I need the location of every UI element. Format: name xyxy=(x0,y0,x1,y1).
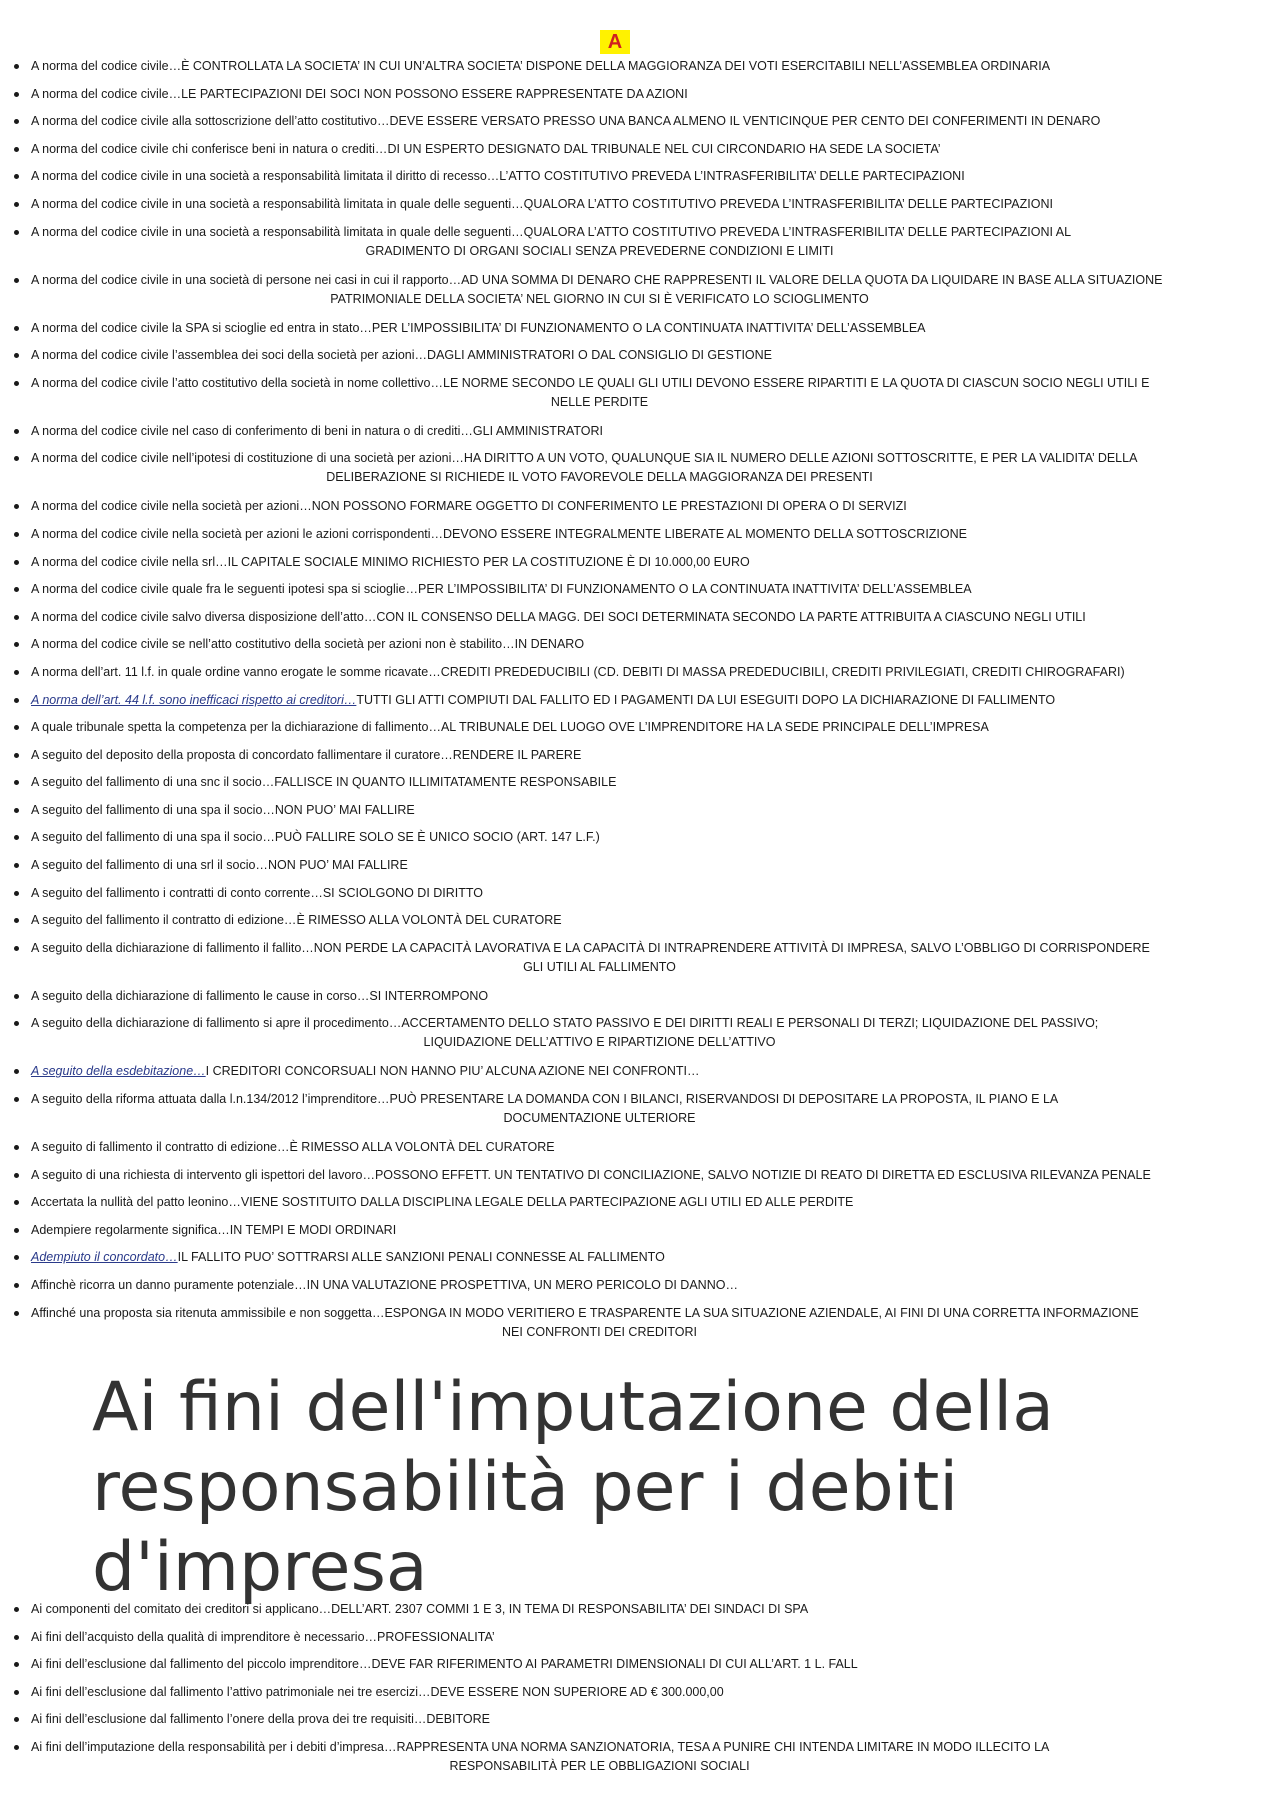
answer-continuation: NELLE PERDITE xyxy=(550,394,649,409)
answer-text: PER L’IMPOSSIBILITA’ DI FUNZIONAMENTO O LA CONTINUATA INATTIVITA’ DELL’ASSEMBLEA xyxy=(418,582,972,597)
answer-text: IL FALLITO PUO’ SOTTRARSI ALLE SANZIONI PENALI CONNESSE AL FALLIMENTO xyxy=(177,1250,665,1265)
question-text: Affinché una proposta sia ritenuta ammissibile e non soggetta… xyxy=(31,1305,385,1320)
question-text: A norma del codice civile salvo diversa disposizione dell’atto… xyxy=(31,609,377,624)
list-item xyxy=(0,718,1168,737)
list-item xyxy=(0,223,1168,261)
list-item xyxy=(0,57,1168,76)
list-item xyxy=(0,271,1168,309)
list-item xyxy=(0,167,1168,186)
answer-text: SI SCIOLGONO DI DIRITTO xyxy=(322,885,484,900)
question-text: A seguito della dichiarazione di fallimento si apre il procedimento… xyxy=(31,1016,402,1031)
question-text: A norma del codice civile nella società per azioni le azioni corrispondenti… xyxy=(31,526,444,541)
answer-text: I CREDITORI CONCORSUALI NON HANNO PIU’ ALCUNA AZIONE NEI CONFRONTI… xyxy=(205,1064,700,1079)
answer-text: NON PUO’ MAI FALLIRE xyxy=(267,858,408,873)
section-heading: Ai fini dell'imputazione della responsabilità per i debiti d'impresa xyxy=(92,1368,1054,1607)
list-item xyxy=(0,195,1168,214)
question-text: A norma del codice civile se nell’atto costitutivo della società per azioni non è stabilito… xyxy=(31,637,515,652)
list-item xyxy=(0,828,1168,847)
answer-text: IN TEMPI E MODI ORDINARI xyxy=(229,1222,397,1237)
answer-text: PUÒ PRESENTARE LA DOMANDA CON I BILANCI, RISERVANDOSI DI DEPOSITARE LA PROPOSTA, IL PIANO E LA xyxy=(389,1092,1059,1107)
list-item xyxy=(0,987,1168,1006)
question-text: A norma del codice civile nella società per azioni… xyxy=(31,499,312,514)
list-item xyxy=(0,525,1168,544)
answer-text: LE PARTECIPAZIONI DEI SOCI NON POSSONO ESSERE RAPPRESENTATE DA AZIONI xyxy=(181,86,688,101)
list-item xyxy=(0,608,1168,627)
list-item xyxy=(0,422,1168,441)
list-item xyxy=(0,1683,1168,1702)
list-item xyxy=(0,319,1168,338)
question-link[interactable]: A seguito della esdebitazione… xyxy=(31,1064,206,1079)
answer-text: È RIMESSO ALLA VOLONTÀ DEL CURATORE xyxy=(296,913,562,928)
answer-text: DEVE ESSERE VERSATO PRESSO UNA BANCA ALMENO IL VENTICINQUE PER CENTO DEI CONFERIMENTI IN DENARO xyxy=(389,114,1101,129)
question-text: A seguito del fallimento di una spa il socio… xyxy=(31,830,275,845)
answer-text: AD UNA SOMMA DI DENARO CHE RAPPRESENTI IL VALORE DELLA QUOTA DA LIQUIDARE IN BASE ALLA SITUAZIONE xyxy=(461,272,1163,287)
question-link[interactable]: A norma dell’art. 44 l.f. sono inefficaci rispetto ai creditori… xyxy=(31,692,357,707)
question-text: A seguito della dichiarazione di fallimento il fallito… xyxy=(31,940,314,955)
section-letter: A xyxy=(600,30,630,54)
list-item xyxy=(0,1090,1168,1128)
answer-text: ACCERTAMENTO DELLO STATO PASSIVO E DEI DIRITTI REALI E PERSONALI DI TERZI; LIQUIDAZIONE DEL PASSIVO; xyxy=(401,1016,1099,1031)
list-item xyxy=(0,449,1168,487)
answer-text: PER L’IMPOSSIBILITA’ DI FUNZIONAMENTO O LA CONTINUATA INATTIVITA’ DELL’ASSEMBLEA xyxy=(371,320,926,335)
answer-text: È CONTROLLATA LA SOCIETA’ IN CUI UN’ALTRA SOCIETA’ DISPONE DELLA MAGGIORANZA DEI VOTI ESERCITABILI NELL’ASSEMBLEA ORDINARIA xyxy=(181,59,1051,73)
list-item xyxy=(0,1710,1168,1729)
answer-text: SI INTERROMPONO xyxy=(369,988,489,1003)
list-item xyxy=(0,112,1168,131)
answer-text: RENDERE IL PARERE xyxy=(452,747,582,762)
question-text: A norma del codice civile nella srl… xyxy=(31,554,228,569)
list-item xyxy=(0,1655,1168,1674)
answer-continuation: NEI CONFRONTI DEI CREDITORI xyxy=(502,1324,697,1339)
list-item xyxy=(0,911,1168,930)
question-text: A seguito del fallimento il contratto di edizione… xyxy=(31,913,297,928)
list-item xyxy=(0,140,1168,159)
question-text: A seguito del fallimento di una snc il socio… xyxy=(31,775,275,790)
answer-text: PUÒ FALLIRE SOLO SE È UNICO SOCIO (ART. 147 L.F.) xyxy=(274,830,600,845)
question-text: A norma del codice civile… xyxy=(31,86,182,101)
answer-text: IL CAPITALE SOCIALE MINIMO RICHIESTO PER LA COSTITUZIONE È DI 10.000,00 EURO xyxy=(227,554,750,569)
list-item xyxy=(0,663,1168,682)
list-item xyxy=(0,1193,1168,1212)
list-item xyxy=(0,1248,1168,1267)
answer-text: TUTTI GLI ATTI COMPIUTI DAL FALLITO ED I PAGAMENTI DA LUI ESEGUITI DOPO LA DICHIARAZIONE DI FALLIMENTO xyxy=(356,692,1056,707)
list-item xyxy=(0,1138,1168,1157)
list-item xyxy=(0,580,1168,599)
list-item xyxy=(0,553,1168,572)
list-item xyxy=(0,801,1168,820)
question-text: A norma del codice civile l’atto costitutivo della società in nome collettivo… xyxy=(31,375,444,390)
question-text: A norma del codice civile in una società a responsabilità limitata in quale delle seguenti… xyxy=(31,196,524,211)
answer-text: GLI AMMINISTRATORI xyxy=(472,423,604,438)
question-text: Ai fini dell’esclusione dal fallimento l’attivo patrimoniale nei tre esercizi… xyxy=(31,1684,431,1699)
answer-text: LE NORME SECONDO LE QUALI GLI UTILI DEVONO ESSERE RIPARTITI E LA QUOTA DI CIASCUN SOCIO NEGLI UTILI E xyxy=(443,375,1150,390)
answer-text: DAGLI AMMINISTRATORI O DAL CONSIGLIO DI GESTIONE xyxy=(427,348,773,363)
question-text: A seguito del fallimento di una spa il socio… xyxy=(31,802,275,817)
list-item xyxy=(0,939,1168,977)
answer-text: HA DIRITTO A UN VOTO, QUALUNQUE SIA IL NUMERO DELLE AZIONI SOTTOSCRITTE, E PER LA VALIDITA’ DELLA xyxy=(463,451,1138,466)
answer-text: QUALORA L’ATTO COSTITUTIVO PREVEDA L’INTRASFERIBILITA’ DELLE PARTECIPAZIONI xyxy=(523,196,1053,211)
answer-text: È RIMESSO ALLA VOLONTÀ DEL CURATORE xyxy=(289,1140,555,1155)
answer-text: VIENE SOSTITUITO DALLA DISCIPLINA LEGALE DELLA PARTECIPAZIONE AGLI UTILI ED ALLE PERDITE xyxy=(240,1195,854,1210)
answer-text: NON POSSONO FORMARE OGGETTO DI CONFERIMENTO LE PRESTAZIONI DI OPERA O DI SERVIZI xyxy=(311,499,907,514)
list-item xyxy=(0,497,1168,516)
list-item xyxy=(0,1738,1168,1776)
question-text: A seguito del fallimento i contratti di conto corrente… xyxy=(31,885,323,900)
question-text: A norma del codice civile in una società di persone nei casi in cui il rapporto… xyxy=(31,272,462,287)
question-text: A norma del codice civile quale fra le seguenti ipotesi spa si scioglie… xyxy=(31,582,419,597)
list-item xyxy=(0,374,1168,412)
question-text: Ai fini dell’imputazione della responsabilità per i debiti d’impresa… xyxy=(31,1739,397,1754)
answer-continuation: GRADIMENTO DI ORGANI SOCIALI SENZA PREVEDERNE CONDIZIONI E LIMITI xyxy=(365,243,834,258)
question-text: A norma del codice civile l’assemblea dei soci della società per azioni… xyxy=(31,348,428,363)
list-item xyxy=(0,1062,1168,1081)
answer-text: DELL’ART. 2307 COMMI 1 E 3, IN TEMA DI RESPONSABILITA’ DEI SINDACI DI SPA xyxy=(331,1602,809,1616)
question-link[interactable]: Adempiuto il concordato… xyxy=(31,1250,178,1265)
list-item xyxy=(0,1628,1168,1647)
answer-text: CON IL CONSENSO DELLA MAGG. DEI SOCI DETERMINATA SECONDO LA PARTE ATTRIBUITA A CIASCUNO NEGLI UTILI xyxy=(376,609,1086,624)
question-text: A seguito della riforma attuata dalla l.n.134/2012 l’imprenditore… xyxy=(31,1092,390,1107)
list-item xyxy=(0,884,1168,903)
answer-text: L’ATTO COSTITUTIVO PREVEDA L’INTRASFERIBILITA’ DELLE PARTECIPAZIONI xyxy=(499,169,965,184)
answer-continuation: LIQUIDAZIONE DELL’ATTIVO E RIPARTIZIONE DELL’ATTIVO xyxy=(423,1035,776,1050)
list-item xyxy=(0,856,1168,875)
answer-text: PROFESSIONALITA’ xyxy=(377,1629,495,1644)
list-item xyxy=(0,1166,1168,1185)
list-item xyxy=(0,773,1168,792)
question-text: Ai componenti del comitato dei creditori si applicano… xyxy=(31,1602,332,1616)
question-text: Accertata la nullità del patto leonino… xyxy=(31,1195,241,1210)
answer-text: DEBITORE xyxy=(426,1712,491,1727)
question-text: A norma del codice civile nel caso di conferimento di beni in natura o di crediti… xyxy=(31,423,473,438)
question-text: A norma del codice civile alla sottoscrizione dell’atto costitutivo… xyxy=(31,114,390,129)
list-item xyxy=(0,1014,1168,1052)
question-text: Ai fini dell’esclusione dal fallimento l’onere della prova dei tre requisiti… xyxy=(31,1712,427,1727)
answer-text: DI UN ESPERTO DESIGNATO DAL TRIBUNALE NEL CUI CIRCONDARIO HA SEDE LA SOCIETA’ xyxy=(387,141,941,156)
answer-continuation: RESPONSABILITÀ PER LE OBBLIGAZIONI SOCIALI xyxy=(449,1758,750,1773)
question-text: A norma del codice civile in una società a responsabilità limitata il diritto di recesso… xyxy=(31,169,500,184)
question-text: A norma del codice civile… xyxy=(31,59,182,73)
list-item xyxy=(0,691,1168,710)
question-text: A norma del codice civile in una società a responsabilità limitata in quale delle seguenti… xyxy=(31,224,524,239)
answer-text: NON PUO’ MAI FALLIRE xyxy=(274,802,415,817)
answer-text: DEVONO ESSERE INTEGRALMENTE LIBERATE AL MOMENTO DELLA SOTTOSCRIZIONE xyxy=(443,526,967,541)
list-item xyxy=(0,346,1168,365)
list-item xyxy=(0,1276,1168,1295)
answer-text: POSSONO EFFETT. UN TENTATIVO DI CONCILIAZIONE, SALVO NOTIZIE DI REATO DI DIRETTA ED ESCLUSIVA RILEVANZA PENALE xyxy=(374,1167,1151,1182)
list-item xyxy=(0,85,1168,104)
question-text: Ai fini dell’esclusione dal fallimento del piccolo imprenditore… xyxy=(31,1657,372,1672)
question-text: A norma del codice civile la SPA si scioglie ed entra in stato… xyxy=(31,320,372,335)
question-text: A seguito del deposito della proposta di concordato fallimentare il curatore… xyxy=(31,747,453,762)
answer-text: DEVE ESSERE NON SUPERIORE AD € 300.000,00 xyxy=(430,1684,724,1699)
list-item xyxy=(0,746,1168,765)
question-text: Affinchè ricorra un danno puramente potenziale… xyxy=(31,1278,307,1292)
question-text: A norma dell’art. 11 l.f. in quale ordine vanno erogate le somme ricavate… xyxy=(31,664,441,679)
answer-continuation: PATRIMONIALE DELLA SOCIETA’ NEL GIORNO IN CUI SI È VERIFICATO LO SCIOGLIMENTO xyxy=(330,291,869,306)
question-text: A quale tribunale spetta la competenza per la dichiarazione di fallimento… xyxy=(31,720,441,735)
answer-text: IN DENARO xyxy=(514,637,585,652)
list-item xyxy=(0,1221,1168,1240)
answer-continuation: DELIBERAZIONE SI RICHIEDE IL VOTO FAVOREVOLE DELLA MAGGIORANZA DEI PRESENTI xyxy=(326,470,873,485)
answer-text: IN UNA VALUTAZIONE PROSPETTIVA, UN MERO PERICOLO DI DANNO… xyxy=(306,1278,738,1292)
question-text: Ai fini dell’acquisto della qualità di imprenditore è necessario… xyxy=(31,1629,378,1644)
qa-list-top xyxy=(0,57,1168,1352)
question-text: A seguito di fallimento il contratto di edizione… xyxy=(31,1140,290,1155)
answer-continuation: GLI UTILI AL FALLIMENTO xyxy=(523,959,676,974)
answer-text: CREDITI PREDEDUCIBILI (CD. DEBITI DI MASSA PREDEDUCIBILI, CREDITI PRIVILEGIATI, CREDITI CHIROGRAFARI) xyxy=(440,664,1125,679)
list-item xyxy=(0,635,1168,654)
answer-continuation: DOCUMENTAZIONE ULTERIORE xyxy=(503,1111,696,1126)
question-text: A norma del codice civile nell’ipotesi di costituzione di una società per azioni… xyxy=(31,451,464,466)
list-item xyxy=(0,1304,1168,1342)
answer-text: NON PERDE LA CAPACITÀ LAVORATIVA E LA CAPACITÀ DI INTRAPRENDERE ATTIVITÀ DI IMPRESA, SALVO L’OBBLIGO DI CORRISPONDERE xyxy=(313,940,1150,955)
question-text: Adempiere regolarmente significa… xyxy=(31,1222,230,1237)
question-text: A norma del codice civile chi conferisce beni in natura o crediti… xyxy=(31,141,388,156)
question-text: A seguito della dichiarazione di fallimento le cause in corso… xyxy=(31,988,370,1003)
list-item xyxy=(0,1600,1168,1619)
answer-text: RAPPRESENTA UNA NORMA SANZIONATORIA, TESA A PUNIRE CHI INTENDA LIMITARE IN MODO ILLECITO LA xyxy=(396,1739,1050,1754)
answer-text: DEVE FAR RIFERIMENTO AI PARAMETRI DIMENSIONALI DI CUI ALL’ART. 1 L. FALL xyxy=(371,1657,858,1672)
answer-text: ESPONGA IN MODO VERITIERO E TRASPARENTE LA SUA SITUAZIONE AZIENDALE, AI FINI DI UNA CORRETTA INFORMAZIONE xyxy=(384,1305,1139,1320)
question-text: A seguito del fallimento di una srl il socio… xyxy=(31,858,268,873)
answer-text: FALLISCE IN QUANTO ILLIMITATAMENTE RESPONSABILE xyxy=(274,775,617,790)
answer-text: AL TRIBUNALE DEL LUOGO OVE L’IMPRENDITORE HA LA SEDE PRINCIPALE DELL’IMPRESA xyxy=(440,720,989,735)
qa-list-bottom xyxy=(0,1600,1168,1784)
answer-text: QUALORA L’ATTO COSTITUTIVO PREVEDA L’INTRASFERIBILITA’ DELLE PARTECIPAZIONI AL xyxy=(523,224,1072,239)
question-text: A seguito di una richiesta di intervento gli ispettori del lavoro… xyxy=(31,1167,375,1182)
